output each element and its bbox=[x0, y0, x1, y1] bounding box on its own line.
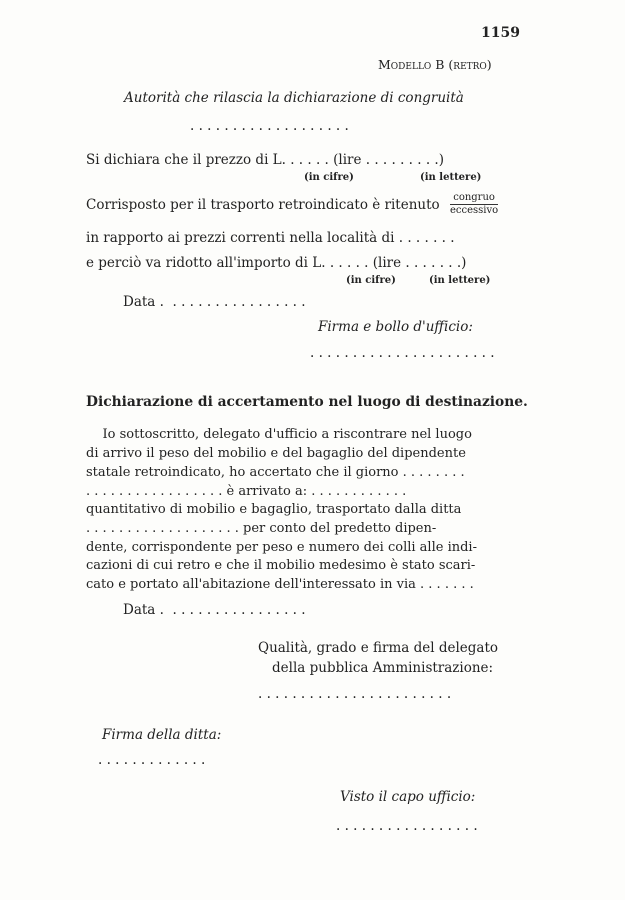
page-number: 1159 bbox=[481, 25, 520, 41]
paragraph-line: Io sottoscritto, delegato d'ufficio a riscontrare nel luogo bbox=[86, 427, 472, 442]
transport-line: Corrisposto per il trasporto retroindicato è ritenuto bbox=[86, 197, 440, 213]
paragraph-line: cato e portato all'abitazione dell'interessato in via . . . . . . . bbox=[86, 577, 474, 592]
paragraph-line: cazioni di cui retro e che il mobilio medesimo è stato scari- bbox=[86, 558, 476, 573]
authority-dots: . . . . . . . . . . . . . . . . . . . bbox=[190, 118, 349, 134]
model-label: Modello B (retro) bbox=[378, 57, 492, 72]
fraction-bottom: eccessivo bbox=[450, 205, 499, 216]
paragraph-line: . . . . . . . . . . . . . . . . . è arrivato a: . . . . . . . . . . . . bbox=[86, 484, 407, 499]
delegate-label-2: della pubblica Amministrazione: bbox=[272, 660, 494, 676]
authority-heading: Autorità che rilascia la dichiarazione di congruità bbox=[124, 90, 464, 106]
date-line: Data . . . . . . . . . . . . . . . . . bbox=[123, 294, 306, 310]
paragraph-line: statale retroindicato, ho accertato che il giorno . . . . . . . . bbox=[86, 465, 465, 480]
paragraph-line: quantitativo di mobilio e bagaglio, trasportato dalla ditta bbox=[86, 502, 462, 517]
paragraph-line: . . . . . . . . . . . . . . . . . . . per conto del predetto dipen- bbox=[86, 521, 437, 536]
locality-line: in rapporto ai prezzi correnti nella località di . . . . . . . bbox=[86, 230, 455, 246]
delegate-dots: . . . . . . . . . . . . . . . . . . . . . . . bbox=[258, 686, 452, 702]
company-signature-dots: . . . . . . . . . . . . . bbox=[98, 752, 206, 768]
paragraph-line: dente, corrispondente per peso e numero dei colli alle indi- bbox=[86, 540, 477, 555]
delegate-label: Qualità, grado e firma del delegato bbox=[258, 640, 499, 656]
in-lettere-label: (in lettere) bbox=[429, 275, 491, 286]
signature-label: Firma e bollo d'ufficio: bbox=[318, 319, 473, 335]
paragraph-line: di arrivo il peso del mobilio e del bagaglio del dipendente bbox=[86, 446, 466, 461]
office-head-label: Visto il capo ufficio: bbox=[340, 789, 476, 805]
date-line: Data . . . . . . . . . . . . . . . . . bbox=[123, 602, 306, 618]
signature-dots: . . . . . . . . . . . . . . . . . . . . . . bbox=[310, 345, 495, 361]
in-lettere-label: (in lettere) bbox=[420, 172, 482, 183]
company-signature-label: Firma della ditta: bbox=[102, 727, 222, 743]
congruo-eccessivo-fraction bbox=[450, 192, 498, 217]
fraction-top: congruo bbox=[450, 192, 498, 205]
in-cifre-label: (in cifre) bbox=[304, 172, 354, 183]
office-head-dots: . . . . . . . . . . . . . . . . . bbox=[336, 818, 478, 834]
price-line: Si dichiara che il prezzo di L. . . . . . (lire . . . . . . . . .) bbox=[86, 152, 444, 168]
assessment-heading: Dichiarazione di accertamento nel luogo di destinazione. bbox=[86, 394, 528, 410]
in-cifre-label: (in cifre) bbox=[346, 275, 396, 286]
reduced-amount-line: e perciò va ridotto all'importo di L. . . . . . (lire . . . . . . .) bbox=[86, 255, 467, 271]
